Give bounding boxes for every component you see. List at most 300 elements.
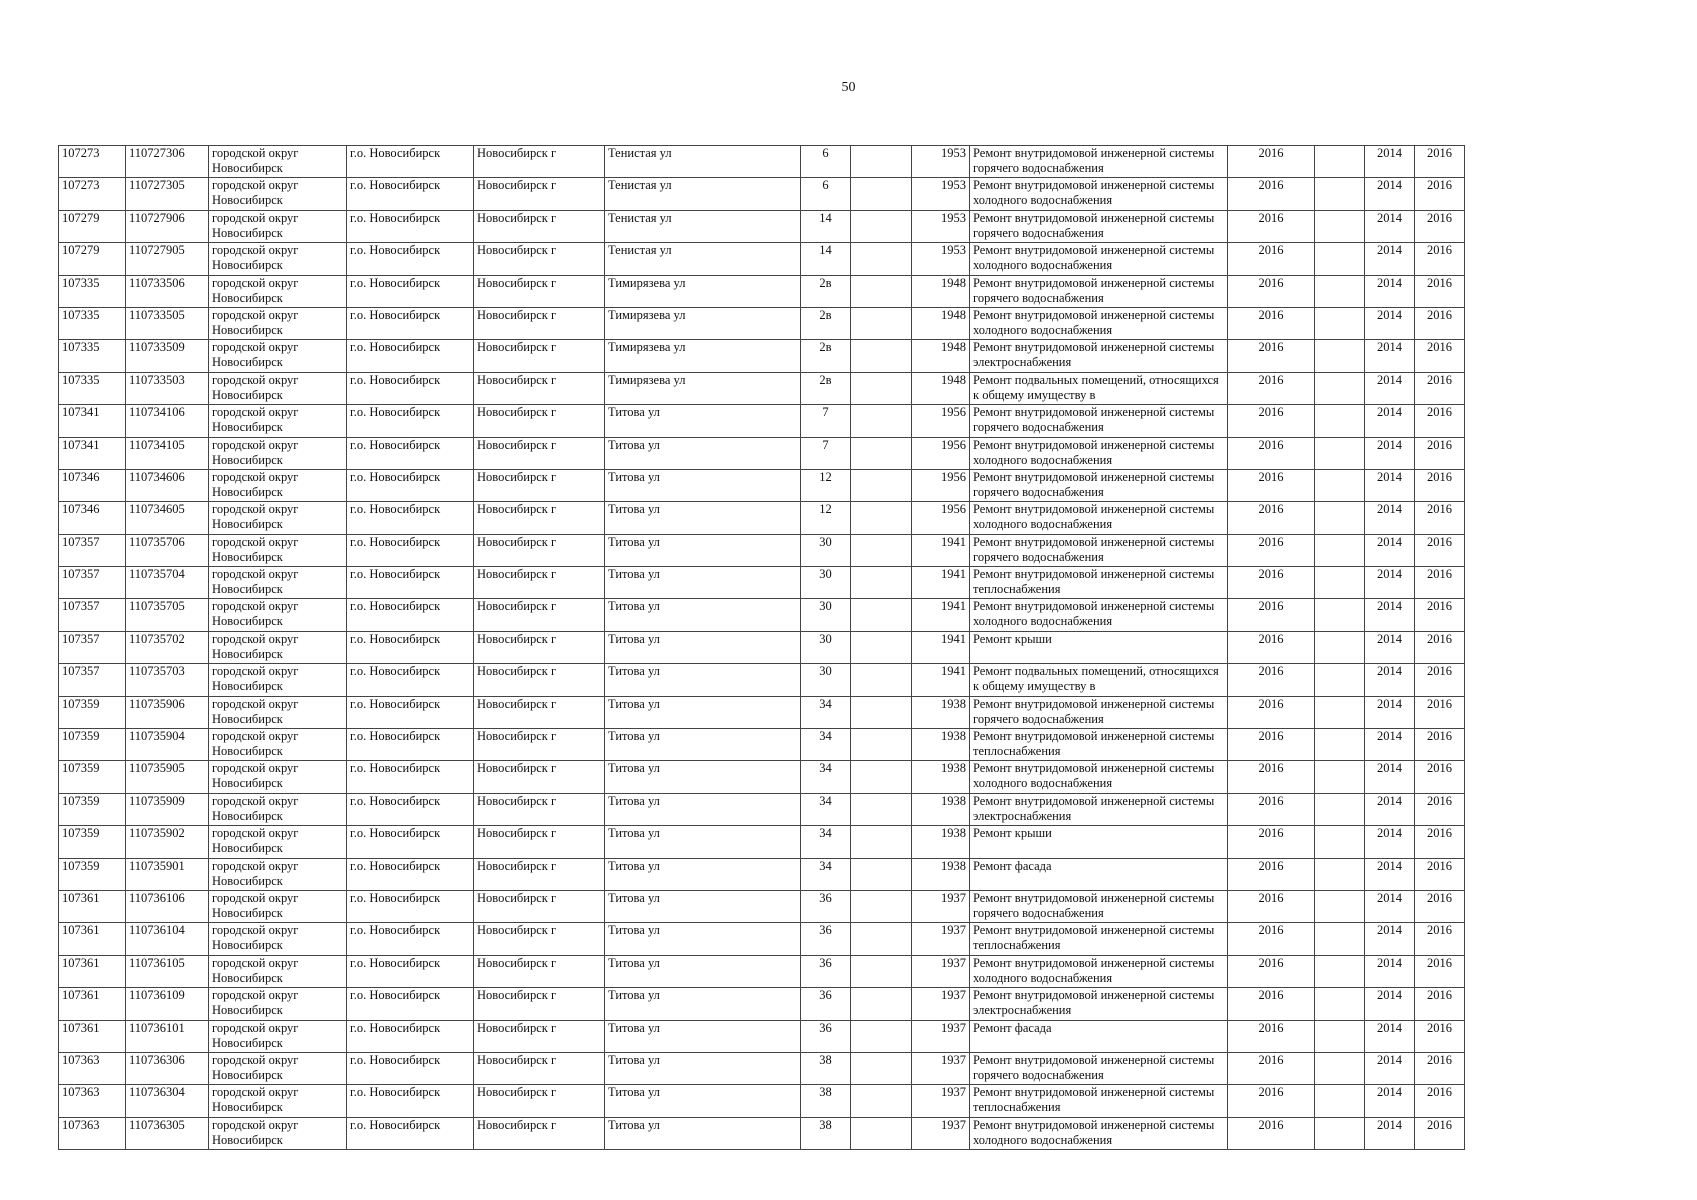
work-type-text: Ремонт внутридомовой инженерной системы холодного водоснабжения: [973, 955, 1215, 985]
empty-text: [1318, 243, 1361, 274]
work-type-cell: [970, 340, 1228, 372]
district-cell: [347, 534, 474, 566]
built-year-cell: [912, 890, 970, 922]
plan-year-text: 2016: [1258, 1085, 1284, 1100]
building-cell: [851, 567, 912, 599]
plan-year-cell: [1228, 955, 1315, 987]
work-id-text: 110735702: [129, 631, 185, 646]
house-id-cell: [59, 437, 126, 469]
built-year-cell: [912, 210, 970, 242]
work-type-cell: [970, 437, 1228, 469]
work-id-text: 110727305: [129, 178, 185, 193]
street-text: Тенистая ул: [608, 178, 672, 193]
period-start-text: 2014: [1377, 696, 1402, 711]
building-text: [854, 891, 908, 922]
empty-cell: [1315, 664, 1365, 696]
street-cell: [605, 793, 801, 825]
period-end-cell: [1415, 955, 1465, 987]
period-end-cell: [1415, 146, 1465, 178]
house-id-cell: [59, 275, 126, 307]
house-number-cell: [801, 437, 851, 469]
district-text: г.о. Новосибирск: [350, 761, 441, 776]
city-text: Новосибирск г: [477, 664, 557, 679]
house-number-cell: [801, 146, 851, 178]
house-id-cell: [59, 243, 126, 275]
period-end-text: 2016: [1427, 243, 1452, 258]
municipality-text: городской округ Новосибирск: [212, 210, 299, 240]
table-row: [59, 988, 1465, 1020]
city-text: Новосибирск г: [477, 1020, 557, 1035]
work-id-text: 110735704: [129, 567, 185, 582]
house-id-text: 107346: [62, 502, 100, 517]
district-text: г.о. Новосибирск: [350, 534, 441, 549]
street-cell: [605, 923, 801, 955]
building-text: [854, 599, 908, 630]
house-number-cell: [801, 502, 851, 534]
work-type-cell: [970, 1020, 1228, 1052]
municipality-text: городской округ Новосибирск: [212, 146, 299, 175]
plan-year-cell: [1228, 826, 1315, 858]
district-cell: [347, 1117, 474, 1149]
city-cell: [474, 696, 605, 728]
city-text: Новосибирск г: [477, 340, 557, 355]
municipality-text: городской округ Новосибирск: [212, 988, 299, 1018]
built-year-text: 1937: [941, 1020, 966, 1035]
street-cell: [605, 631, 801, 663]
street-cell: [605, 664, 801, 696]
building-text: [854, 1053, 908, 1084]
work-id-text: 110735706: [129, 534, 185, 549]
work-type-cell: [970, 275, 1228, 307]
empty-text: [1318, 373, 1361, 404]
city-cell: [474, 437, 605, 469]
table-row: [59, 437, 1465, 469]
district-text: г.о. Новосибирск: [350, 243, 441, 258]
street-text: Титова ул: [608, 405, 660, 420]
municipality-text: городской округ Новосибирск: [212, 858, 299, 888]
empty-text: [1318, 438, 1361, 469]
period-end-cell: [1415, 988, 1465, 1020]
empty-text: [1318, 146, 1361, 177]
empty-cell: [1315, 469, 1365, 501]
plan-year-text: 2016: [1258, 696, 1284, 711]
page-number: 50: [841, 80, 856, 95]
period-end-text: 2016: [1427, 437, 1452, 452]
work-type-text: Ремонт внутридомовой инженерной системы электроснабжения: [973, 793, 1215, 823]
plan-year-text: 2016: [1258, 146, 1284, 160]
house-number-cell: [801, 631, 851, 663]
work-type-text: Ремонт внутридомовой инженерной системы холодного водоснабжения: [973, 437, 1215, 467]
district-text: г.о. Новосибирск: [350, 437, 441, 452]
district-text: г.о. Новосибирск: [350, 146, 441, 160]
empty-text: [1318, 729, 1361, 760]
table-row: [59, 502, 1465, 534]
house-number-text: 36: [819, 890, 832, 905]
work-type-cell: [970, 664, 1228, 696]
house-number-cell: [801, 729, 851, 761]
period-end-cell: [1415, 826, 1465, 858]
table-row: [59, 1085, 1465, 1117]
building-cell: [851, 178, 912, 210]
house-id-text: 107341: [62, 405, 100, 420]
municipality-cell: [209, 210, 347, 242]
house-number-cell: [801, 955, 851, 987]
work-type-text: Ремонт внутридомовой инженерной системы горячего водоснабжения: [973, 146, 1215, 175]
house-number-cell: [801, 275, 851, 307]
built-year-cell: [912, 858, 970, 890]
house-id-cell: [59, 729, 126, 761]
empty-text: [1318, 502, 1361, 533]
district-cell: [347, 890, 474, 922]
period-end-text: 2016: [1427, 599, 1452, 614]
building-cell: [851, 437, 912, 469]
period-end-cell: [1415, 275, 1465, 307]
building-cell: [851, 210, 912, 242]
district-text: г.о. Новосибирск: [350, 793, 441, 808]
plan-year-cell: [1228, 243, 1315, 275]
house-number-cell: [801, 1085, 851, 1117]
district-text: г.о. Новосибирск: [350, 1052, 441, 1067]
house-id-cell: [59, 1117, 126, 1149]
period-start-cell: [1365, 146, 1415, 178]
work-id-cell: [126, 1020, 209, 1052]
building-text: [854, 567, 908, 598]
building-cell: [851, 858, 912, 890]
district-text: г.о. Новосибирск: [350, 988, 441, 1003]
period-end-text: 2016: [1427, 988, 1452, 1003]
period-start-text: 2014: [1377, 534, 1402, 549]
plan-year-text: 2016: [1258, 793, 1284, 808]
house-number-text: 12: [819, 502, 832, 517]
municipality-text: городской округ Новосибирск: [212, 372, 299, 402]
house-number-text: 12: [819, 469, 832, 484]
city-text: Новосибирск г: [477, 696, 557, 711]
house-number-text: 34: [819, 761, 832, 776]
empty-text: [1318, 567, 1361, 598]
built-year-text: 1948: [941, 372, 966, 387]
district-text: г.о. Новосибирск: [350, 307, 441, 322]
period-start-text: 2014: [1377, 405, 1402, 420]
period-end-text: 2016: [1427, 502, 1452, 517]
period-start-cell: [1365, 890, 1415, 922]
building-text: [854, 697, 908, 728]
period-start-text: 2014: [1377, 372, 1402, 387]
built-year-text: 1941: [941, 567, 966, 582]
empty-text: [1318, 470, 1361, 501]
built-year-text: 1941: [941, 664, 966, 679]
plan-year-text: 2016: [1258, 988, 1284, 1003]
empty-cell: [1315, 372, 1365, 404]
street-cell: [605, 307, 801, 339]
built-year-text: 1937: [941, 1052, 966, 1067]
empty-cell: [1315, 502, 1365, 534]
city-text: Новосибирск г: [477, 1052, 557, 1067]
district-cell: [347, 1085, 474, 1117]
street-text: Титова ул: [608, 567, 660, 582]
work-type-text: Ремонт внутридомовой инженерной системы теплоснабжения: [973, 1085, 1215, 1115]
plan-year-text: 2016: [1258, 664, 1284, 679]
period-end-text: 2016: [1427, 761, 1452, 776]
period-end-cell: [1415, 729, 1465, 761]
work-id-cell: [126, 502, 209, 534]
plan-year-text: 2016: [1258, 955, 1284, 970]
municipality-cell: [209, 696, 347, 728]
period-end-text: 2016: [1427, 405, 1452, 420]
work-id-text: 110733503: [129, 372, 185, 387]
district-cell: [347, 469, 474, 501]
work-id-cell: [126, 243, 209, 275]
municipality-text: городской округ Новосибирск: [212, 1085, 299, 1115]
work-id-text: 110735909: [129, 793, 185, 808]
plan-year-cell: [1228, 696, 1315, 728]
built-year-text: 1953: [941, 243, 966, 258]
period-start-cell: [1365, 372, 1415, 404]
street-text: Титова ул: [608, 988, 660, 1003]
municipality-cell: [209, 890, 347, 922]
period-start-text: 2014: [1377, 469, 1402, 484]
city-cell: [474, 372, 605, 404]
plan-year-text: 2016: [1258, 599, 1284, 614]
city-cell: [474, 955, 605, 987]
work-id-cell: [126, 729, 209, 761]
work-id-text: 110727906: [129, 210, 185, 225]
work-type-cell: [970, 210, 1228, 242]
table-row: [59, 631, 1465, 663]
period-end-cell: [1415, 631, 1465, 663]
municipality-cell: [209, 372, 347, 404]
street-text: Титова ул: [608, 923, 660, 938]
built-year-cell: [912, 923, 970, 955]
work-id-cell: [126, 631, 209, 663]
period-start-cell: [1365, 437, 1415, 469]
house-number-cell: [801, 178, 851, 210]
built-year-text: 1938: [941, 729, 966, 744]
building-text: [854, 276, 908, 307]
period-start-text: 2014: [1377, 275, 1402, 290]
building-cell: [851, 729, 912, 761]
work-type-cell: [970, 243, 1228, 275]
district-cell: [347, 567, 474, 599]
period-end-text: 2016: [1427, 858, 1452, 873]
period-end-cell: [1415, 534, 1465, 566]
plan-year-text: 2016: [1258, 567, 1284, 582]
work-id-cell: [126, 988, 209, 1020]
city-text: Новосибирск г: [477, 955, 557, 970]
building-cell: [851, 631, 912, 663]
work-type-text: Ремонт внутридомовой инженерной системы холодного водоснабжения: [973, 1117, 1215, 1147]
period-end-cell: [1415, 502, 1465, 534]
city-text: Новосибирск г: [477, 437, 557, 452]
municipality-cell: [209, 534, 347, 566]
building-text: [854, 956, 908, 987]
period-start-cell: [1365, 988, 1415, 1020]
plan-year-cell: [1228, 210, 1315, 242]
work-type-text: Ремонт внутридомовой инженерной системы горячего водоснабжения: [973, 696, 1215, 726]
municipality-cell: [209, 146, 347, 178]
district-text: г.о. Новосибирск: [350, 599, 441, 614]
city-text: Новосибирск г: [477, 307, 557, 322]
building-text: [854, 859, 908, 890]
period-start-text: 2014: [1377, 923, 1402, 938]
work-type-text: Ремонт внутридомовой инженерной системы электроснабжения: [973, 340, 1215, 370]
city-cell: [474, 923, 605, 955]
period-start-text: 2014: [1377, 988, 1402, 1003]
plan-year-cell: [1228, 631, 1315, 663]
built-year-text: 1937: [941, 988, 966, 1003]
house-number-cell: [801, 307, 851, 339]
street-text: Тимирязева ул: [608, 307, 686, 322]
municipality-cell: [209, 178, 347, 210]
street-cell: [605, 469, 801, 501]
municipality-cell: [209, 761, 347, 793]
municipality-text: городской округ Новосибирск: [212, 1117, 299, 1147]
work-id-cell: [126, 761, 209, 793]
municipality-cell: [209, 340, 347, 372]
empty-text: [1318, 923, 1361, 954]
work-id-cell: [126, 340, 209, 372]
district-text: г.о. Новосибирск: [350, 275, 441, 290]
built-year-text: 1948: [941, 340, 966, 355]
work-type-cell: [970, 793, 1228, 825]
house-id-text: 107335: [62, 372, 100, 387]
built-year-text: 1948: [941, 275, 966, 290]
work-id-cell: [126, 858, 209, 890]
built-year-text: 1941: [941, 599, 966, 614]
building-cell: [851, 826, 912, 858]
period-start-cell: [1365, 761, 1415, 793]
house-id-cell: [59, 178, 126, 210]
city-cell: [474, 761, 605, 793]
house-id-cell: [59, 664, 126, 696]
city-cell: [474, 599, 605, 631]
street-cell: [605, 599, 801, 631]
district-cell: [347, 696, 474, 728]
period-start-text: 2014: [1377, 307, 1402, 322]
building-text: [854, 1021, 908, 1052]
city-cell: [474, 275, 605, 307]
house-id-text: 107359: [62, 858, 100, 873]
work-type-text: Ремонт внутридомовой инженерной системы теплоснабжения: [973, 567, 1215, 597]
built-year-cell: [912, 1020, 970, 1052]
house-number-text: 30: [819, 534, 832, 549]
work-id-text: 110734605: [129, 502, 185, 517]
table-row: [59, 307, 1465, 339]
house-number-text: 14: [819, 243, 832, 258]
period-start-text: 2014: [1377, 340, 1402, 355]
house-number-cell: [801, 793, 851, 825]
period-end-text: 2016: [1427, 340, 1452, 355]
municipality-cell: [209, 631, 347, 663]
district-cell: [347, 1052, 474, 1084]
plan-year-text: 2016: [1258, 923, 1284, 938]
district-cell: [347, 1020, 474, 1052]
period-start-cell: [1365, 599, 1415, 631]
city-text: Новосибирск г: [477, 502, 557, 517]
municipality-cell: [209, 1052, 347, 1084]
plan-year-text: 2016: [1258, 858, 1284, 873]
plan-year-text: 2016: [1258, 729, 1284, 744]
street-cell: [605, 437, 801, 469]
house-number-text: 30: [819, 567, 832, 582]
city-text: Новосибирск г: [477, 631, 557, 646]
work-id-cell: [126, 372, 209, 404]
period-end-cell: [1415, 1117, 1465, 1149]
plan-year-cell: [1228, 729, 1315, 761]
work-type-cell: [970, 599, 1228, 631]
plan-year-cell: [1228, 502, 1315, 534]
work-id-cell: [126, 890, 209, 922]
street-text: Тенистая ул: [608, 243, 672, 258]
city-text: Новосибирск г: [477, 178, 557, 193]
plan-year-text: 2016: [1258, 372, 1284, 387]
built-year-cell: [912, 178, 970, 210]
empty-cell: [1315, 534, 1365, 566]
house-number-cell: [801, 469, 851, 501]
empty-cell: [1315, 793, 1365, 825]
house-number-text: 36: [819, 923, 832, 938]
house-number-cell: [801, 664, 851, 696]
work-type-text: Ремонт внутридомовой инженерной системы холодного водоснабжения: [973, 243, 1215, 273]
district-text: г.о. Новосибирск: [350, 340, 441, 355]
street-text: Титова ул: [608, 664, 660, 679]
municipality-text: городской округ Новосибирск: [212, 696, 299, 726]
street-text: Титова ул: [608, 1117, 660, 1132]
period-start-text: 2014: [1377, 243, 1402, 258]
work-id-cell: [126, 696, 209, 728]
municipality-cell: [209, 729, 347, 761]
built-year-cell: [912, 761, 970, 793]
table-row: [59, 599, 1465, 631]
built-year-cell: [912, 469, 970, 501]
period-start-cell: [1365, 631, 1415, 663]
plan-year-cell: [1228, 1020, 1315, 1052]
work-id-text: 110736306: [129, 1052, 185, 1067]
built-year-cell: [912, 664, 970, 696]
house-id-cell: [59, 307, 126, 339]
house-id-text: 107359: [62, 761, 100, 776]
house-number-cell: [801, 696, 851, 728]
house-id-cell: [59, 372, 126, 404]
period-start-text: 2014: [1377, 599, 1402, 614]
period-start-text: 2014: [1377, 631, 1402, 646]
municipality-cell: [209, 955, 347, 987]
period-start-cell: [1365, 243, 1415, 275]
building-text: [854, 340, 908, 371]
city-cell: [474, 1085, 605, 1117]
period-start-cell: [1365, 923, 1415, 955]
empty-cell: [1315, 923, 1365, 955]
empty-cell: [1315, 1052, 1365, 1084]
city-text: Новосибирск г: [477, 923, 557, 938]
street-cell: [605, 729, 801, 761]
city-text: Новосибирск г: [477, 858, 557, 873]
house-number-text: 2в: [819, 372, 832, 387]
built-year-text: 1948: [941, 307, 966, 322]
city-text: Новосибирск г: [477, 567, 557, 582]
period-end-text: 2016: [1427, 210, 1452, 225]
work-type-text: Ремонт внутридомовой инженерной системы горячего водоснабжения: [973, 210, 1215, 240]
period-start-cell: [1365, 1117, 1415, 1149]
built-year-cell: [912, 729, 970, 761]
built-year-text: 1953: [941, 146, 966, 160]
empty-cell: [1315, 1117, 1365, 1149]
house-id-text: 107361: [62, 1020, 100, 1035]
built-year-cell: [912, 275, 970, 307]
house-number-cell: [801, 826, 851, 858]
building-cell: [851, 664, 912, 696]
house-id-text: 107335: [62, 340, 100, 355]
built-year-text: 1941: [941, 534, 966, 549]
